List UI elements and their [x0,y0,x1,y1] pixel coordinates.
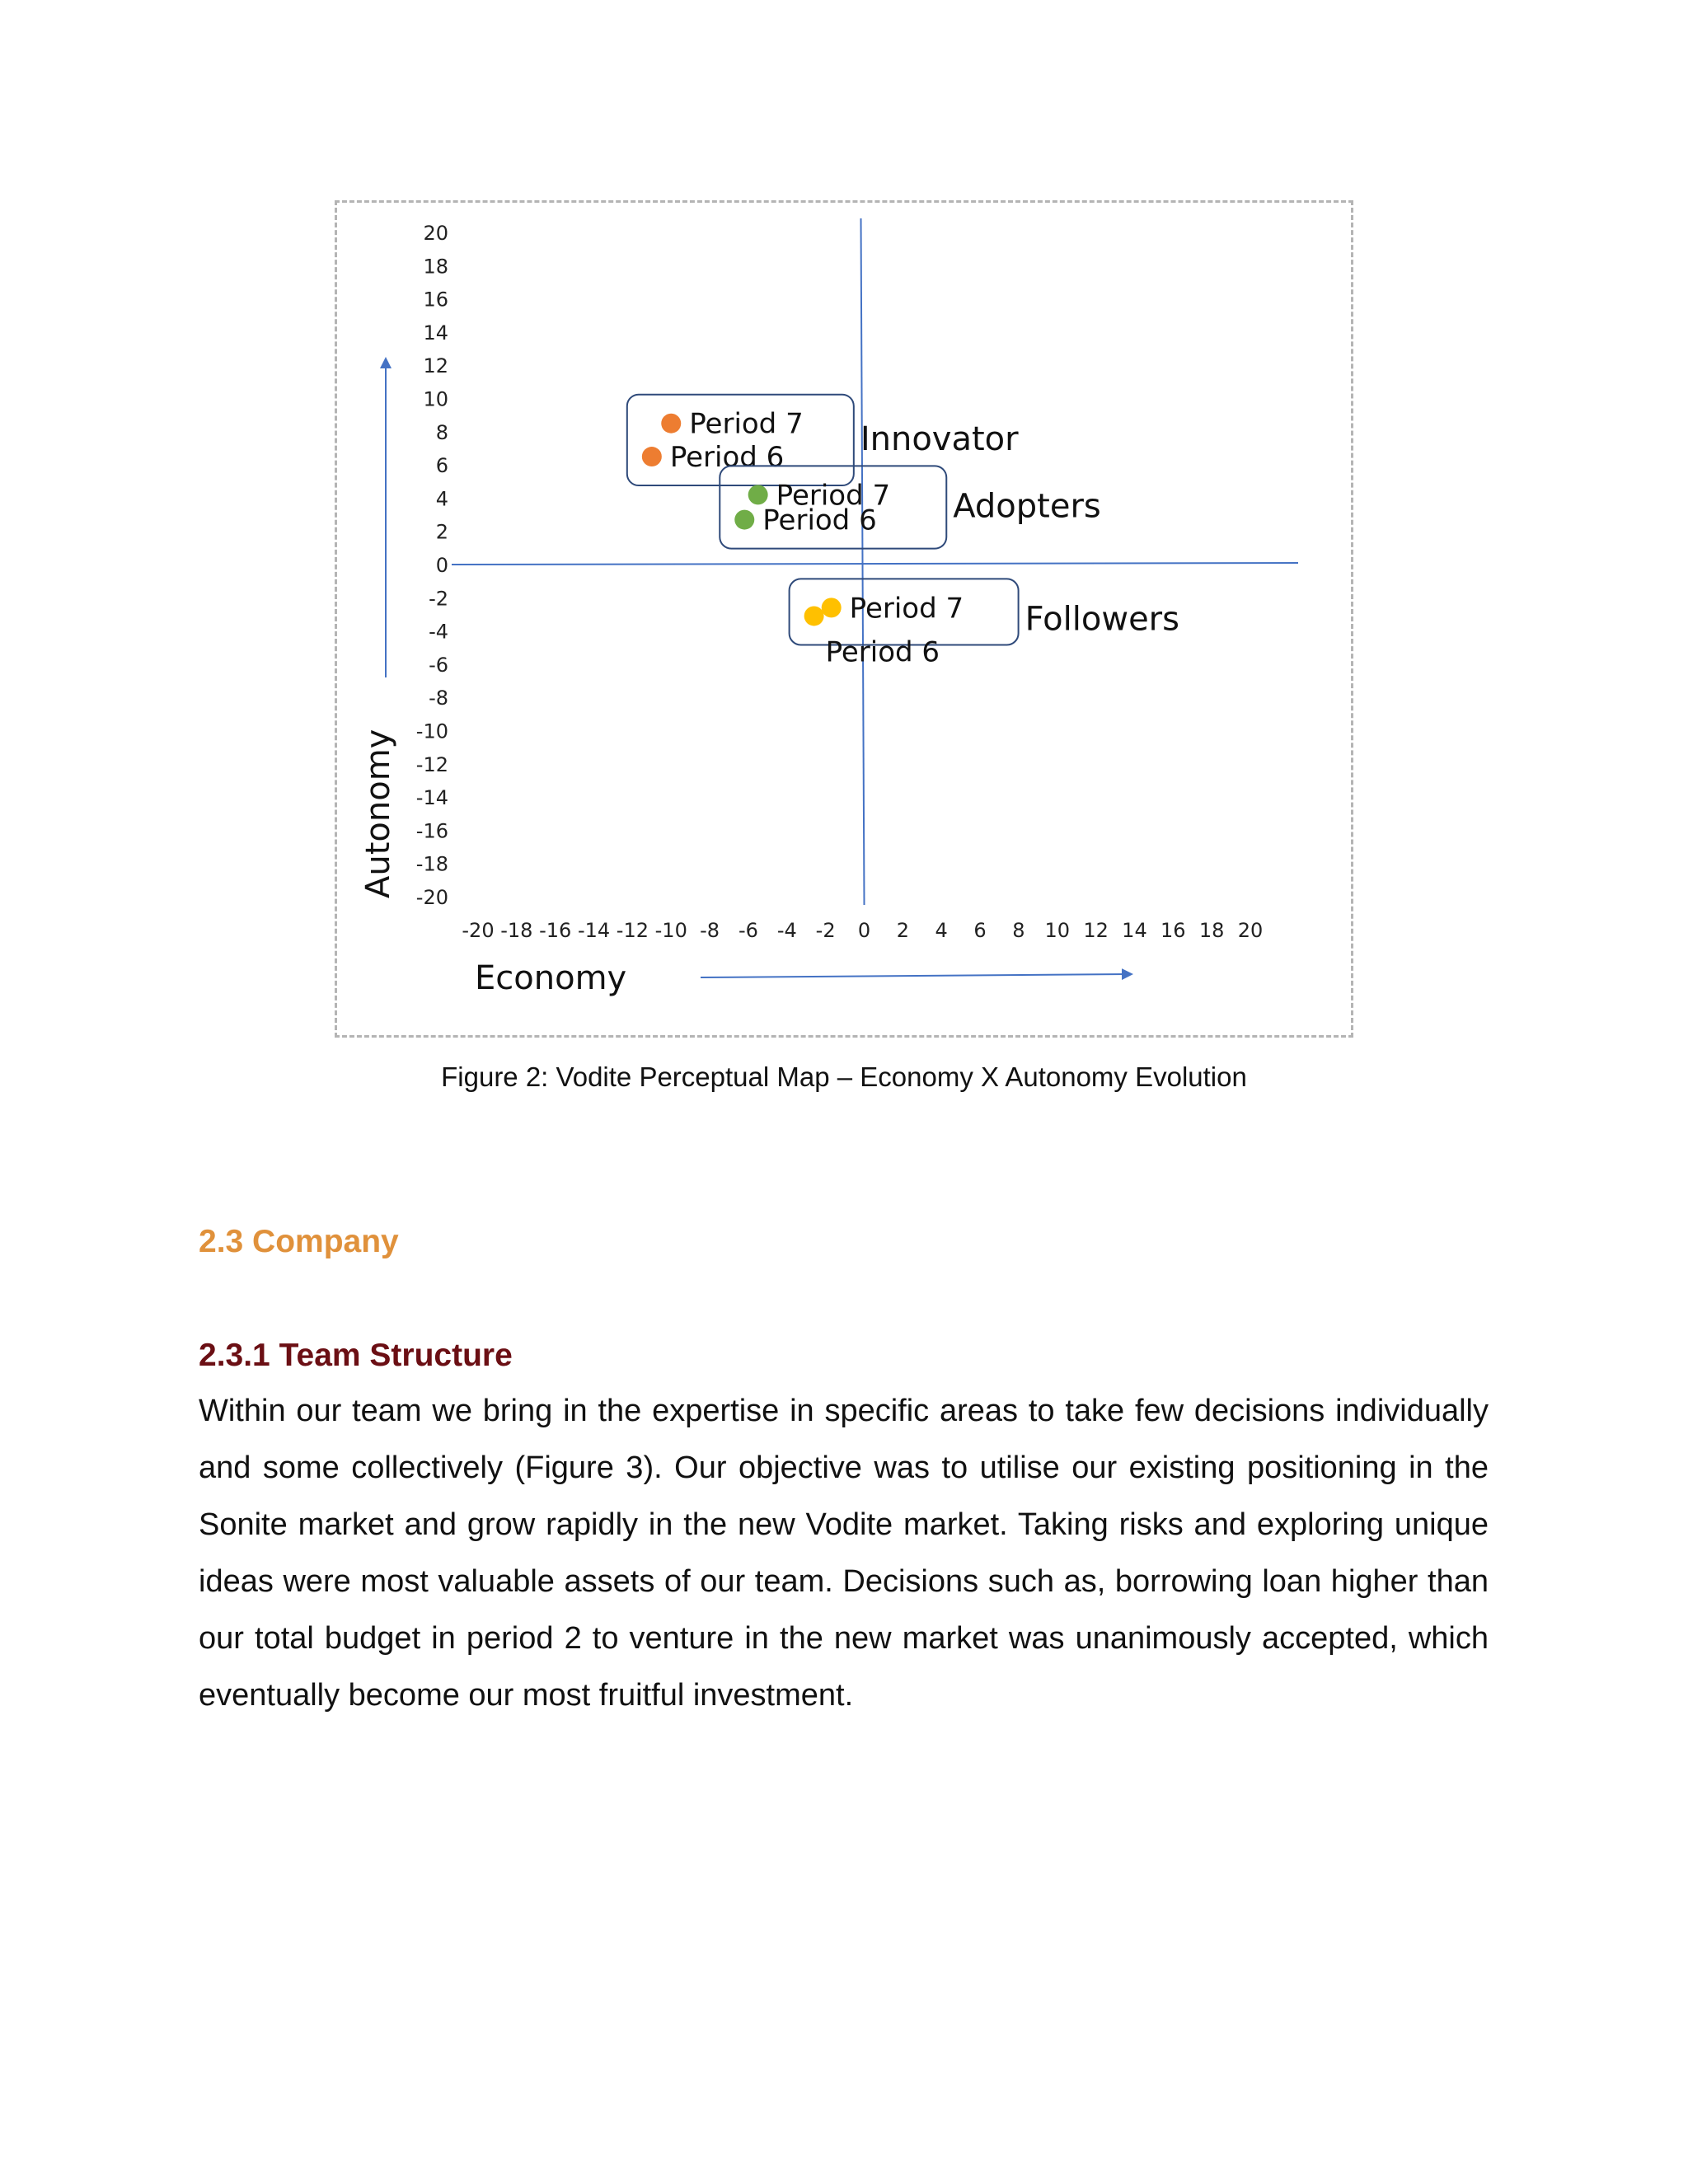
data-point [804,606,824,626]
figure-caption: Figure 2: Vodite Perceptual Map – Economy X Autonomy Evolution [441,1062,1247,1092]
point-label: Period 7 [776,479,891,513]
point-label: Period 6 [762,504,877,537]
x-tick-label: -4 [776,919,797,942]
economy-arrow [701,974,1128,977]
x-tick-label: -8 [700,919,720,942]
y-tick-label: -2 [429,587,448,611]
x-tick-label: 14 [1122,919,1147,942]
data-point [661,414,681,434]
x-tick-label: -14 [577,919,611,942]
point-label: Period 7 [689,407,804,441]
x-tick-label: -16 [539,919,572,942]
x-tick-label: 0 [857,919,871,942]
perceptual-map-chart [0,0,1688,1071]
x-tick-label: 6 [973,919,987,942]
x-tick-label: -10 [654,919,687,942]
x-axis-title: Economy [475,959,627,997]
y-tick-label: 12 [423,354,448,378]
body-paragraph: Within our team we bring in the expertise in specific areas to take few decisions individually and some collectively (Figure 3). Our objective was to utilise our existing positioning in the Sonite market and grow rapidly in the new Vodite market. Taking risks and exploring unique ideas were most valuable assets of our team. Decisions such as, borrowing loan higher than our total budget in period 2 to venture in the new market was unanimously accepted, which eventually become our most fruitful investment. [199,1394,1489,1713]
y-tick-label: 20 [423,222,448,245]
data-point [734,510,754,530]
x-tick-label: -12 [616,919,649,942]
x-tick-label: 2 [896,919,909,942]
section-heading: 2.3 Company [199,1224,399,1259]
y-tick-label: -10 [415,719,448,743]
y-tick-label: 18 [423,255,448,279]
y-tick-label: -4 [429,620,448,644]
segment-label: Innovator [860,419,1019,458]
data-point [822,598,842,617]
x-tick-label: 20 [1237,919,1264,942]
x-tick-label: 10 [1044,919,1071,942]
x-tick-label: -2 [815,919,836,942]
y-tick-label: 2 [435,520,448,544]
x-tick-label: 16 [1160,919,1186,942]
y-tick-label: 8 [435,420,448,444]
y-tick-label: 16 [423,288,448,312]
y-tick-label: 10 [423,387,448,411]
y-tick-label: 6 [435,454,448,478]
data-point [642,447,662,466]
y-tick-label: -12 [415,752,448,776]
y-tick-label: -18 [415,852,448,876]
x-tick-label: 12 [1083,919,1109,942]
x-tick-label: 18 [1198,919,1225,942]
y-tick-label: 14 [423,321,448,344]
point-label: Period 7 [849,592,964,626]
y-tick-label: -6 [429,653,448,677]
x-tick-label: -18 [500,919,533,942]
y-tick-label: -20 [415,886,448,909]
data-point [748,485,768,504]
y-tick-label: -8 [429,687,448,710]
x-tick-label: -6 [738,919,758,942]
y-tick-label: 0 [435,554,448,577]
subsection-heading: 2.3.1 Team Structure [199,1338,513,1373]
vertical-axis-line [861,218,865,905]
y-tick-label: -16 [415,819,448,843]
segment-label: Followers [1025,600,1179,639]
segment-label: Adopters [953,487,1101,526]
point-label: Period 6 [669,441,785,475]
y-tick-label: 4 [435,487,448,511]
horizontal-axis-line [452,563,1298,565]
y-axis-title: Autonomy [359,729,397,898]
point-label: Period 6 [825,635,940,669]
x-tick-label: -20 [462,919,495,942]
x-tick-label: 4 [935,919,948,942]
x-tick-label: 8 [1012,919,1025,942]
y-tick-label: -14 [415,786,448,810]
